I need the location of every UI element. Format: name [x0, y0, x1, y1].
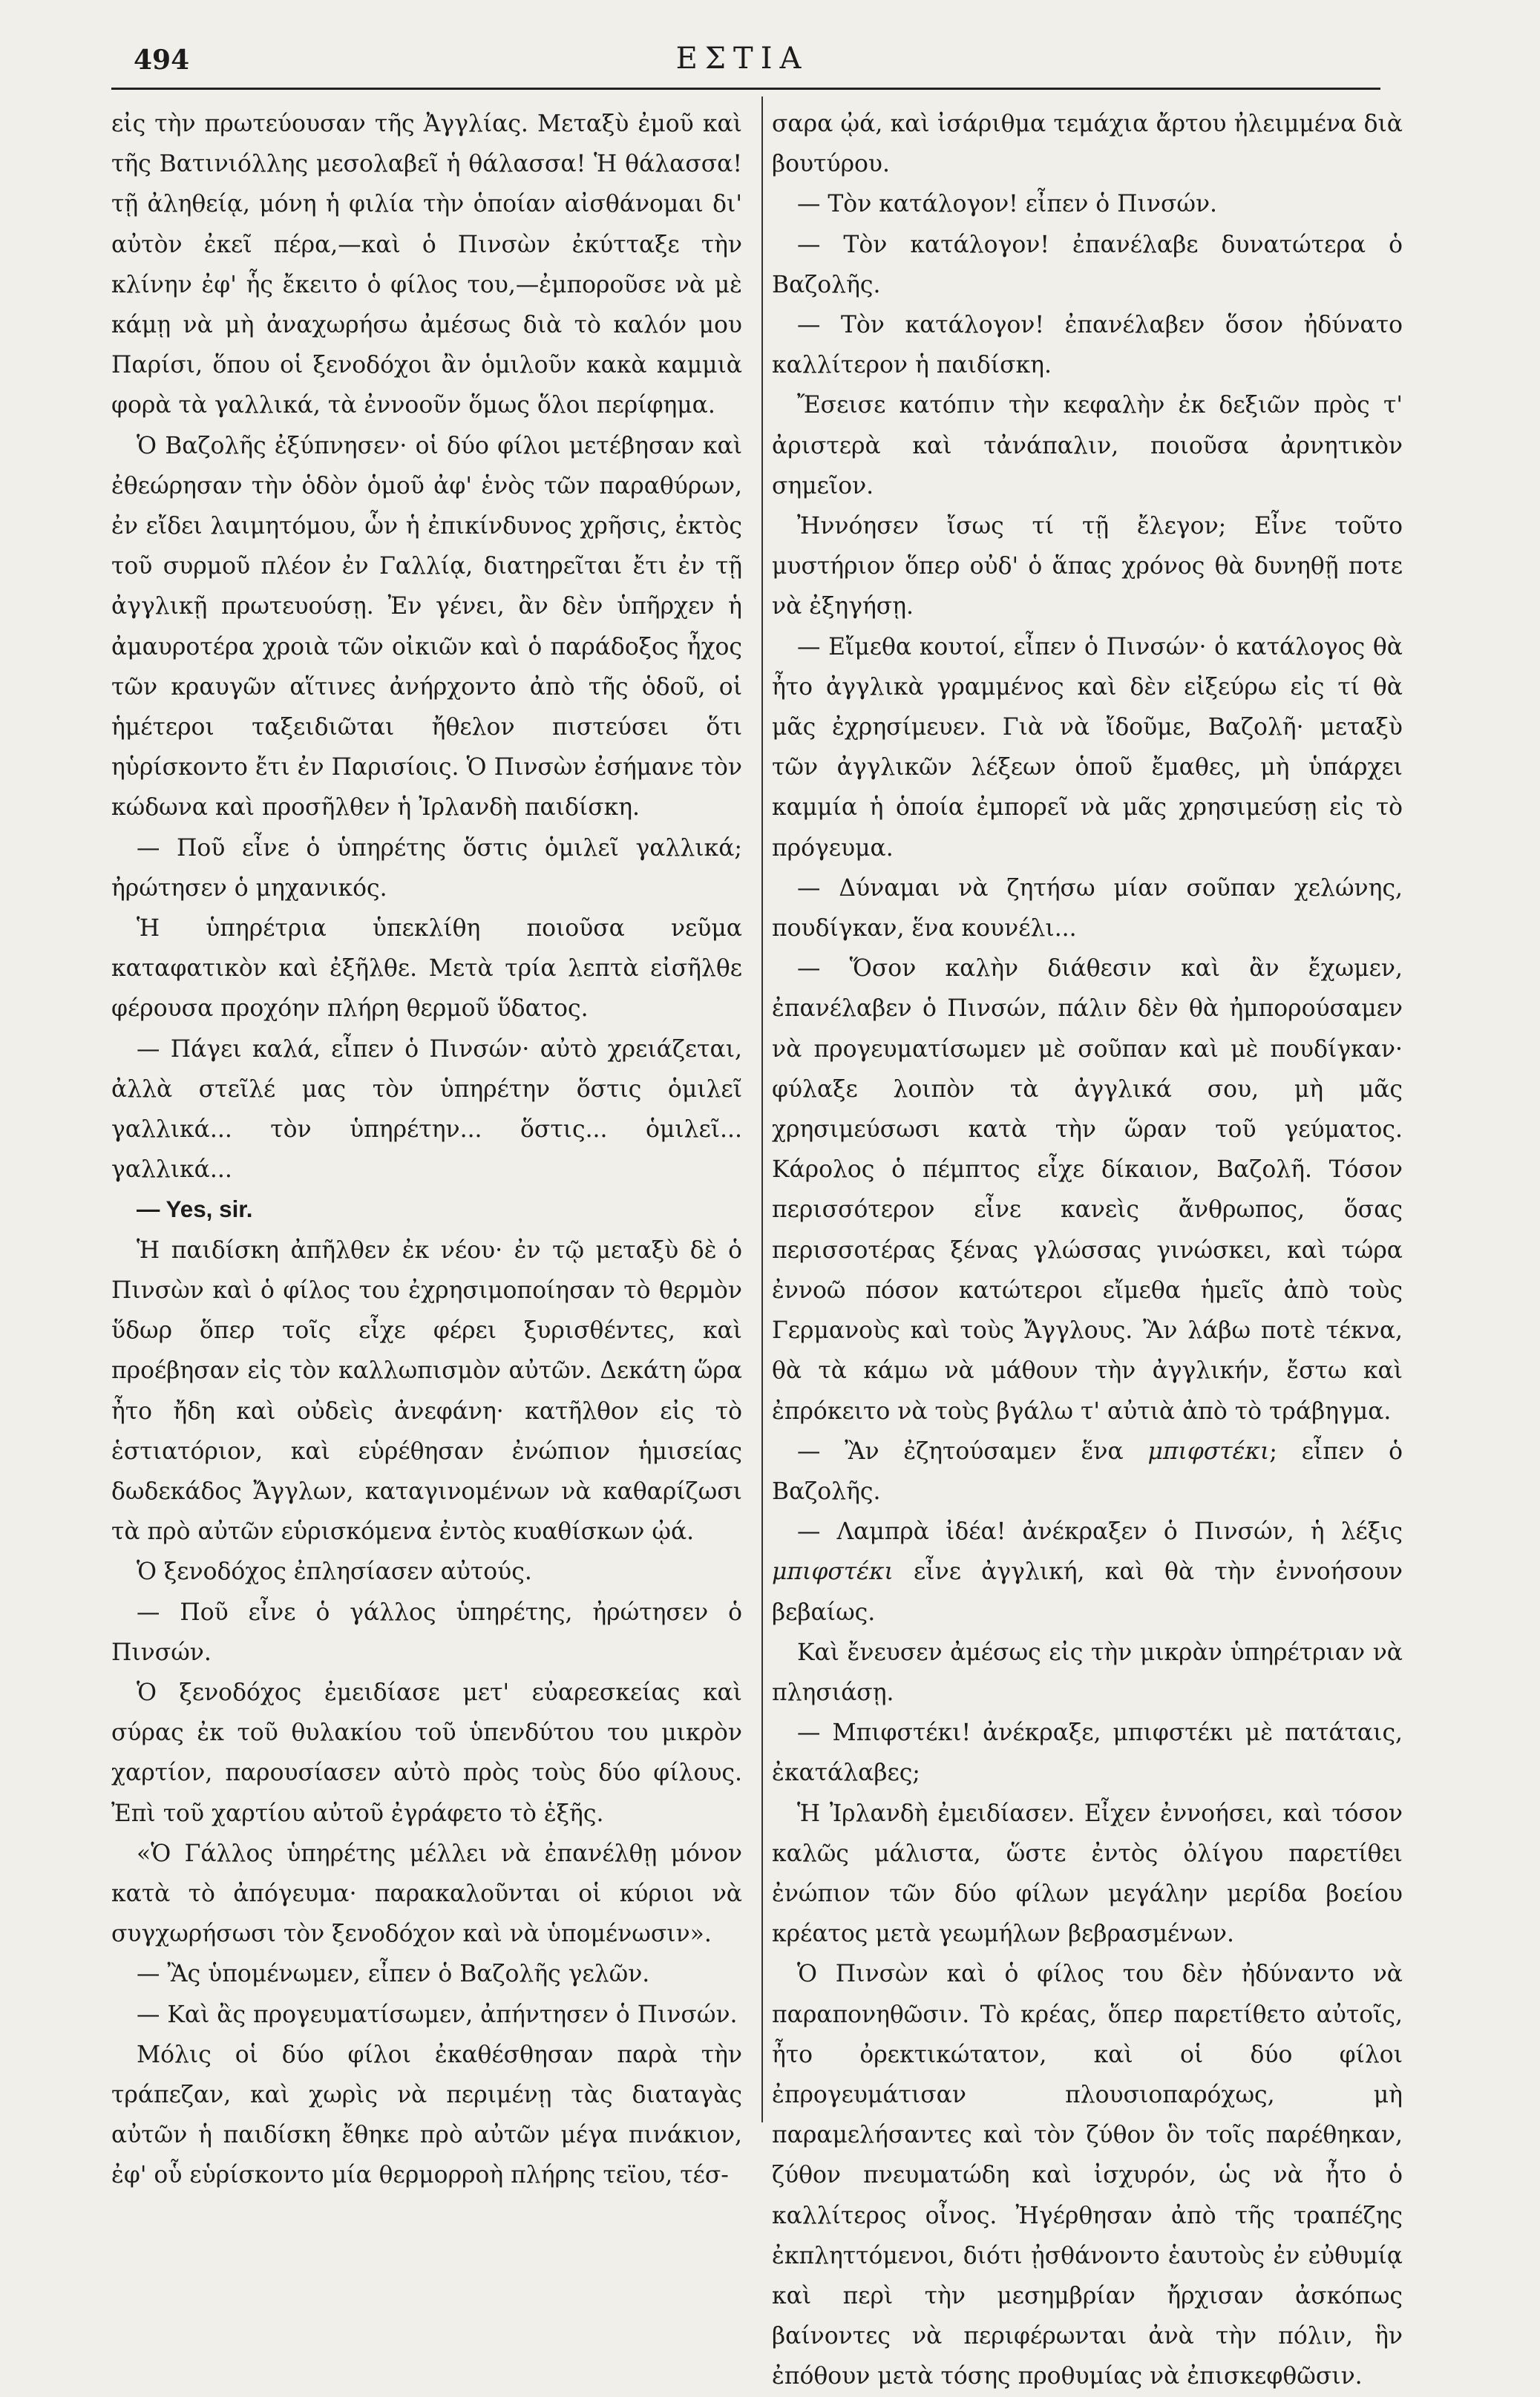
paragraph: — Τὸν κατάλογον! ἐπανέλαβεν ὅσον ἠδύνατο καλλίτερον ἡ παιδίσκη.: [772, 312, 1403, 379]
header-rule: [111, 88, 1380, 90]
paragraph: — Ἂς ὑπομένωμεν, εἶπεν ὁ Βαζολῆς γελῶν.: [137, 1961, 650, 1988]
left-column: [111, 104, 742, 2196]
paragraph: Ἡ Ἰρλανδὴ ἐμειδίασεν. Εἶχεν ἐννοήσει, καὶ τόσον καλῶς μάλιστα, ὥστε ἐντὸς ὀλίγου παρετίθει ἐνώπιον τῶν δύο φίλων μεγάλην μερίδα βοείου κρέατος μετὰ γεωμήλων βεβρασμένων.: [772, 1800, 1403, 1948]
paragraph: Ἡ παιδίσκη ἀπῆλθεν ἐκ νέου· ἐν τῷ μεταξὺ δὲ ὁ Πινσὼν καὶ ὁ φίλος του ἐχρησιμοποίησαν τὸ θερμὸν ὕδωρ ὅπερ τοῖς εἶχε φέρει ξυρισθέντες, καὶ προέβησαν εἰς τὸν καλλωπισμὸν αὐτῶν. Δεκάτη ὥρα ἦτο ἤδη καὶ οὐδεὶς ἀνεφάνη· κατῆλθον εἰς τὸ ἑστιατόριον, καὶ εὑρέθησαν ἐνώπιον ἡμισείας δωδεκάδος Ἄγγλων, καταγινομένων νὰ καθαρίζωσι τὰ πρὸ αὐτῶν εὑρισκόμενα ἐντὸς κυαθίσκων ᾠά.: [111, 1236, 742, 1546]
paragraph: Ὁ ξενοδόχος ἐμειδίασε μετ' εὐαρεσκείας καὶ σύρας ἐκ τοῦ θυλακίου τοῦ ὑπενδύτου του μικρὸν χαρτίον, παρουσίασεν αὐτὸ πρὸς τοὺς δύο φίλους. Ἐπὶ τοῦ χαρτίου αὐτοῦ ἐγράφετο τὸ ἑξῆς.: [111, 1679, 742, 1827]
paragraph: — Δύναμαι νὰ ζητήσω μίαν σοῦπαν χελώνης, πουδίγκαν, ἕνα κουνέλι...: [772, 874, 1403, 942]
paragraph: [772, 1512, 1403, 1633]
paragraph: — Πάγει καλά, εἶπεν ὁ Πινσών· αὐτὸ χρειάζεται, ἀλλὰ στεῖλέ μας τὸν ὑπηρέτην ὅστις ὁμιλεῖ γαλλικά... τὸν ὑπηρέτην... ὅστις... ὁμιλεῖ... γαλλικά...: [111, 1035, 742, 1184]
paragraph: Ὁ ξενοδόχος ἐπλησίασεν αὐτούς.: [137, 1558, 532, 1586]
paragraph-yes-sir: — Yes, sir.: [137, 1196, 253, 1223]
paragraph: — Ὅσον καλὴν διάθεσιν καὶ ἂν ἔχωμεν, ἐπανέλαβεν ὁ Πινσών, πάλιν δὲν θὰ ἠμπορούσαμεν νὰ προγευματίσωμεν μὲ σοῦπαν καὶ μὲ πουδίγκαν· φύλαξε λοιπὸν τὰ ἀγγλικά σου, μὴ μᾶς χρησιμεύσωσι κατὰ τὴν ὥραν τοῦ γεύματος. Κάρολος ὁ πέμπτος εἶχε δίκαιον, Βαζολῆ. Τόσον περισσότερον εἶνε κανεὶς ἄνθρωπος, ὅσας περισσοτέρας ξένας γλώσσας γινώσκει, καὶ τώρα ἐννοῶ πόσον κατώτεροι εἴμεθα ἡμεῖς ἀπὸ τοὺς Γερμανοὺς καὶ τοὺς Ἄγγλους. Ἂν λάβω ποτὲ τέκνα, θὰ τὰ κάμω νὰ μάθουν τὴν ἀγγλικήν, ἔστω καὶ ἐπρόκειτο νὰ τοὺς βγάλω τ' αὐτιὰ ἀπὸ τὸ τράβηγμα.: [772, 955, 1403, 1425]
italic-word: μπιφστέκι: [772, 1558, 894, 1586]
text-run: ; εἶπεν ὁ Βαζολῆς.: [772, 1437, 1403, 1505]
text-run: — Λαμπρὰ ἰδέα! ἀνέκραξεν ὁ Πινσών, ἡ λέξις: [797, 1518, 1403, 1546]
paragraph: — Εἴμεθα κουτοί, εἶπεν ὁ Πινσών· ὁ κατάλογος θὰ ἦτο ἀγγλικὰ γραμμένος καὶ δὲν εἰξεύρω εἰς τί θὰ μᾶς ἐχρησίμευεν. Γιὰ νὰ ἴδοῦμε, Βαζολῆ· μεταξὺ τῶν ἀγγλικῶν λέξεων ὁποῦ ἔμαθες, μὴ ὑπάρχει καμμία ἡ ὁποία ἐμπορεῖ νὰ μᾶς χρησιμεύσῃ εἰς τὸ πρόγευμα.: [772, 633, 1403, 862]
paragraph: — Καὶ ἂς προγευματίσωμεν, ἀπήντησεν ὁ Πινσών.: [137, 2001, 738, 2028]
column-divider: [761, 96, 763, 2122]
page-number: 494: [134, 45, 190, 76]
paragraph: Μόλις οἱ δύο φίλοι ἐκαθέσθησαν παρὰ τὴν τράπεζαν, καὶ χωρὶς νὰ περιμένῃ τὰς διαταγὰς αὐτῶν ἡ παιδίσκη ἔθηκε πρὸ αὐτῶν μέγα πινάκιον, ἐφ' οὗ εὑρίσκοντο μία θερμορροὴ πλήρης τεϊου, τέσ-: [111, 2041, 742, 2189]
text-run: εἶνε ἀγγλική, καὶ θὰ τὴν ἐννοήσουν βεβαίως.: [772, 1558, 1403, 1626]
paragraph: «Ὁ Γάλλος ὑπηρέτης μέλλει νὰ ἐπανέλθῃ μόνον κατὰ τὸ ἀπόγευμα· παρακαλοῦνται οἱ κύριοι νὰ συγχωρήσωσι τὸν ξενοδόχον καὶ νὰ ὑπομένωσιν».: [111, 1840, 742, 1948]
page-header: [111, 39, 1373, 83]
paragraph: Ὁ Βαζολῆς ἐξύπνησεν· οἱ δύο φίλοι μετέβησαν καὶ ἐθεώρησαν τὴν ὁδὸν ὁμοῦ ἀφ' ἑνὸς τῶν παραθύρων, ἐν εἴδει λαιμητόμου, ὧν ἡ ἐπικίνδυνος χρῆσις, ἐκτὸς τοῦ συρμοῦ πλέον ἐν Γαλλίᾳ, διατηρεῖται ἔτι ἐν τῇ ἀγγλικῇ πρωτευούσῃ. Ἐν γένει, ἂν δὲν ὑπῆρχεν ἡ ἀμαυροτέρα χροιὰ τῶν οἰκιῶν καὶ ὁ παράδοξος ἦχος τῶν κραυγῶν αἵτινες ἀνήρχοντο ἀπὸ τῆς ὁδοῦ, οἱ ἡμέτεροι ταξειδιῶται ἤθελον πιστεύσει ὅτι ηὑρίσκοντο ἔτι ἐν Παρισίοις. Ὁ Πινσὼν ἐσήμανε τὸν κώδωνα καὶ προσῆλθεν ἡ Ἰρλανδὴ παιδίσκη.: [111, 432, 742, 822]
paragraph: — Ποῦ εἶνε ὁ ὑπηρέτης ὅστις ὁμιλεῖ γαλλικά; ἠρώτησεν ὁ μηχανικός.: [111, 834, 742, 902]
paragraph: σαρα ᾠά, καὶ ἰσάριθμα τεμάχια ἄρτου ἠλειμμένα διὰ βουτύρου.: [772, 111, 1403, 178]
italic-word: μπιφστέκι: [1147, 1437, 1270, 1465]
paragraph: Ἠννόησεν ἴσως τί τῇ ἔλεγον; Εἶνε τοῦτο μυστήριον ὅπερ οὐδ' ὁ ἅπας χρόνος θὰ δυνηθῇ ποτε νὰ ἐξηγήσῃ.: [772, 513, 1403, 620]
paragraph: Ἔσεισε κατόπιν τὴν κεφαλὴν ἐκ δεξιῶν πρὸς τ' ἀριστερὰ καὶ τἀνάπαλιν, ποιοῦσα ἀρνητικὸν σημεῖον.: [772, 392, 1403, 499]
paragraph: [772, 1432, 1403, 1512]
text-run: — Ἂν ἐζητούσαμεν ἕνα: [797, 1437, 1148, 1465]
paragraph: Καὶ ἔνευσεν ἀμέσως εἰς τὴν μικρὰν ὑπηρέτριαν νὰ πλησιάσῃ.: [772, 1639, 1403, 1706]
paragraph: — Τὸν κατάλογον! εἶπεν ὁ Πινσών.: [797, 191, 1218, 218]
paragraph: Ἡ ὑπηρέτρια ὑπεκλίθη ποιοῦσα νεῦμα καταφατικὸν καὶ ἐξῆλθε. Μετὰ τρία λεπτὰ εἰσῆλθε φέρουσα προχόην πλήρη θερμοῦ ὕδατος.: [111, 915, 742, 1023]
running-title: ΕΣΤΙΑ: [675, 42, 809, 76]
paragraph: εἰς τὴν πρωτεύουσαν τῆς Ἀγγλίας. Μεταξὺ ἐμοῦ καὶ τῆς Βατινιόλλης μεσολαβεῖ ἡ θάλασσα! Ἡ θάλασσα! τῇ ἀληθείᾳ, μόνη ἡ φιλία τὴν ὁποίαν αἰσθάνομαι δι' αὐτὸν ἐκεῖ πέρα,—καὶ ὁ Πινσὼν ἐκύτταξε τὴν κλίνην ἐφ' ἧς ἔκειτο ὁ φίλος του,—ἐμποροῦσε νὰ μὲ κάμῃ νὰ μὴ ἀναχωρήσω ἀμέσως διὰ τὸ καλόν μου Παρίσι, ὅπου οἱ ξενοδόχοι ἂν ὁμιλοῦν κακὰ καμμιὰ φορὰ τὰ γαλλικά, τὰ ἐννοοῦν ὅμως ὅλοι περίφημα.: [111, 111, 742, 419]
right-column: [772, 104, 1403, 2397]
paragraph: Ὁ Πινσὼν καὶ ὁ φίλος του δὲν ἠδύναντο νὰ παραπονηθῶσιν. Τὸ κρέας, ὅπερ παρετίθετο αὐτοῖς, ἦτο ὀρεκτικώτατον, καὶ οἱ δύο φίλοι ἐπρογευμάτισαν πλουσιοπαρόχως, μὴ παραμελήσαντες καὶ τὸν ζύθον ὃν τοῖς παρέθηκαν, ζύθον πνευματώδη καὶ ἰσχυρόν, ὡς νὰ ἦτο ὁ καλλίτερος οἶνος. Ἠγέρθησαν ἀπὸ τῆς τραπέζης ἐκπληττόμενοι, διότι ᾐσθάνοντο ἑαυτοὺς ἐν εὐθυμίᾳ καὶ περὶ τὴν μεσημβρίαν ἤρχισαν ἀσκόπως βαίνοντες νὰ περιφέρωνται ἀνὰ τὴν πόλιν, ἣν ἐπόθουν μετὰ τόσης προθυμίας νὰ ἐπισκεφθῶσιν.: [772, 1961, 1403, 2390]
paragraph: — Τὸν κατάλογον! ἐπανέλαβε δυνατώτερα ὁ Βαζολῆς.: [772, 231, 1403, 298]
paragraph: — Ποῦ εἶνε ὁ γάλλος ὑπηρέτης, ἠρώτησεν ὁ Πινσών.: [111, 1598, 742, 1666]
paragraph: — Μπιφστέκι! ἀνέκραξε, μπιφστέκι μὲ πατάταις, ἐκατάλαβες;: [772, 1719, 1403, 1787]
